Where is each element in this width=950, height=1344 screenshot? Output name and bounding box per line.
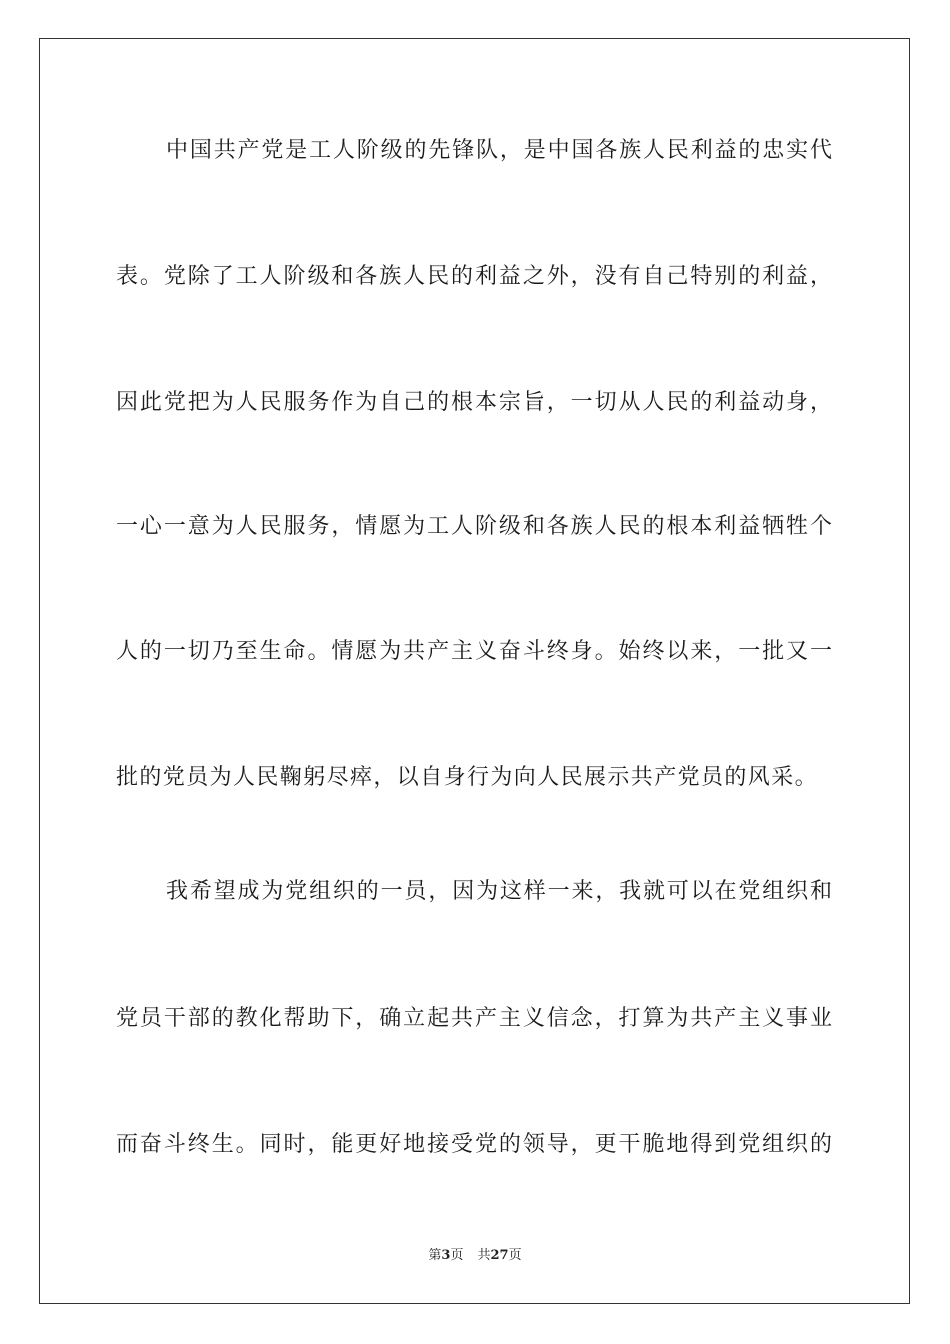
paragraph-2-line-3: 而奋斗终生。同时，能更好地接受党的领导，更干脆地得到党组织的 bbox=[116, 1132, 832, 1157]
paragraph-1-line-1: 中国共产党是工人阶级的先锋队，是中国各族人民利益的忠实代 bbox=[166, 138, 832, 163]
paragraph-1-line-2: 表。党除了工人阶级和各族人民的利益之外，没有自己特别的利益， bbox=[116, 264, 832, 289]
paragraph-1-line-6: 批的党员为人民鞠躬尽瘁，以自身行为向人民展示共产党员的风采。 bbox=[116, 765, 819, 790]
paragraph-1-line-5: 人的一切乃至生命。情愿为共产主义奋斗终身。始终以来，一批又一 bbox=[116, 639, 832, 664]
footer-total-pages: 27 bbox=[490, 1248, 509, 1263]
footer-total-suffix: 页 bbox=[508, 1248, 522, 1263]
footer-page-number: 3 bbox=[441, 1248, 451, 1263]
page-footer bbox=[0, 1247, 950, 1265]
paragraph-2-line-2: 党员干部的教化帮助下，确立起共产主义信念，打算为共产主义事业 bbox=[116, 1006, 832, 1031]
footer-total-prefix: 共 bbox=[477, 1248, 491, 1263]
page-border bbox=[39, 38, 910, 1304]
paragraph-1-line-4: 一心一意为人民服务，情愿为工人阶级和各族人民的根本利益牺牲个 bbox=[116, 514, 832, 539]
paragraph-1-line-3: 因此党把为人民服务作为自己的根本宗旨，一切从人民的利益动身， bbox=[116, 390, 832, 415]
footer-page-suffix: 页 bbox=[450, 1248, 464, 1263]
paragraph-2-line-1: 我希望成为党组织的一员，因为这样一来，我就可以在党组织和 bbox=[166, 879, 832, 904]
footer-page-prefix: 第 bbox=[428, 1248, 442, 1263]
